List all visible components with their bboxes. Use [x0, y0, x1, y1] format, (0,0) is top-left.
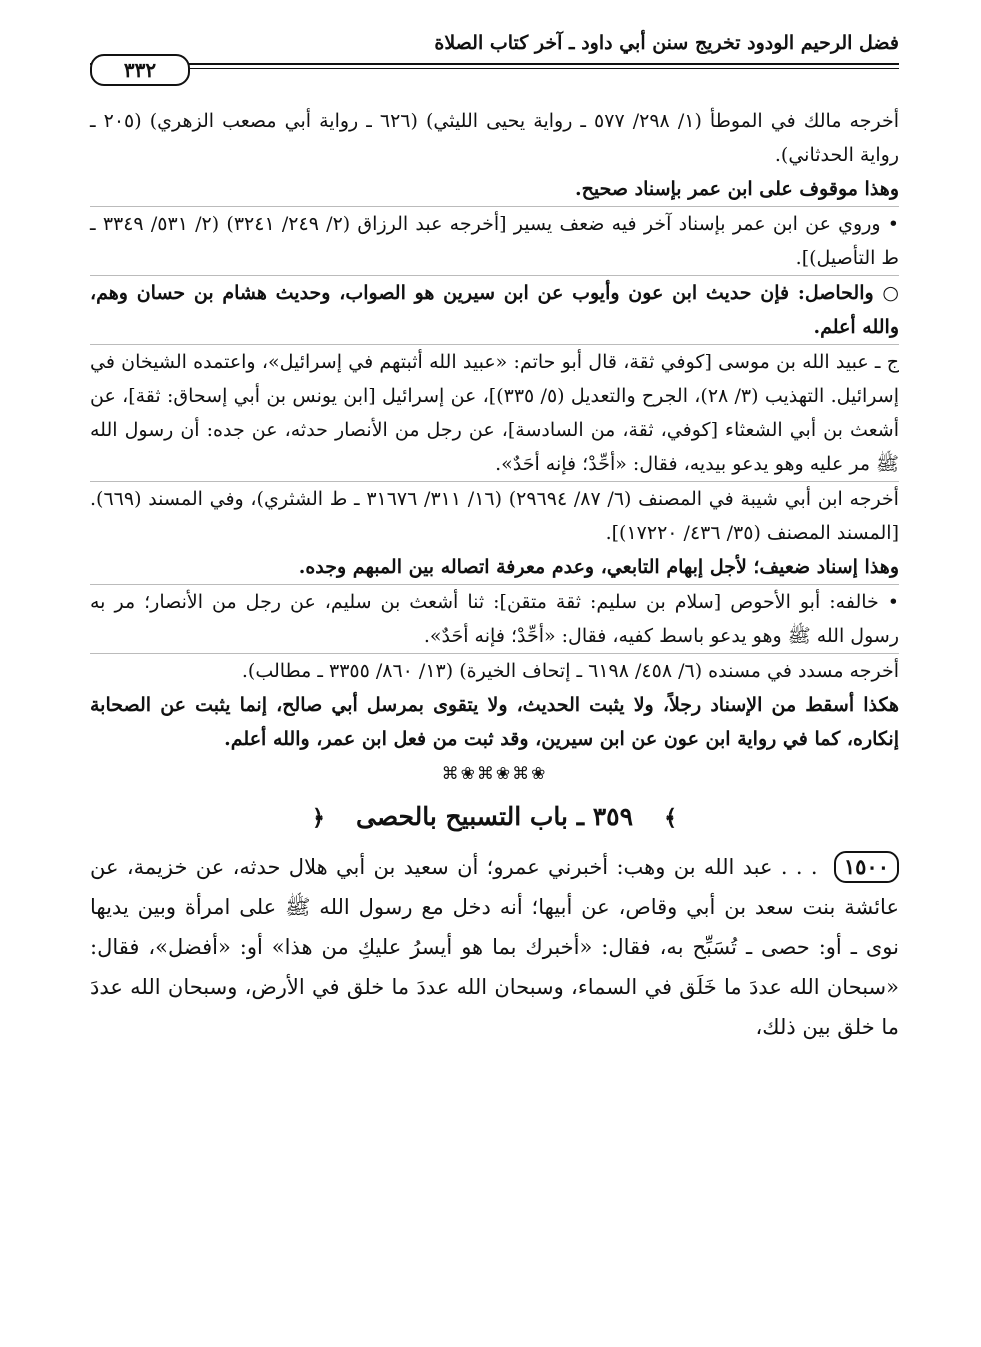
- paragraph: أخرجه مسدد في مسنده (٦/ ٤٥٨/ ٦١٩٨ ـ إتحاف الخيرة) (١٣/ ٨٦٠/ ٣٣٥٥ ـ مطالب).: [90, 653, 899, 688]
- running-title: فضل الرحيم الودود تخريج سنن أبي داود ـ آخر كتاب الصلاة: [434, 32, 899, 54]
- section-divider-ornament: ❀⌘❀⌘❀⌘: [441, 764, 548, 784]
- page-header: [90, 30, 899, 82]
- chapter-heading: [90, 800, 899, 833]
- paragraph: • وروي عن ابن عمر بإسناد آخر فيه ضعف يسير [أخرجه عبد الرزاق (٢/ ٢٤٩/ ٣٢٤١) (٢/ ٥٣١/ ٣٣٤٩ ـ ط التأصيل)].: [90, 206, 899, 275]
- hadith-number: ١٥٠٠: [834, 851, 899, 883]
- header-rule-thin: [90, 68, 899, 69]
- paragraph: وهذا موقوف على ابن عمر بإسناد صحيح.: [574, 178, 899, 200]
- paragraph: أخرجه ابن أبي شيبة في المصنف (٦/ ٨٧/ ٢٩٦٩٤) (١٦/ ٣١١/ ٣١٦٧٦ ـ ط الشثري)، وفي المسند (٦٦٩). [المسند المصنف (٣٥/ ٤٣٦/ ١٧٢٢٠)].: [90, 481, 899, 550]
- hadith-text-block: [90, 847, 899, 1047]
- paragraph: وهذا إسناد ضعيف؛ لأجل إبهام التابعي، وعدم معرفة اتصاله بين المبهم وجده.: [298, 556, 899, 578]
- paragraph: ج ـ عبيد الله بن موسى [كوفي ثقة، قال أبو حاتم: «عبيد الله أثبتهم في إسرائيل»، واعتمده الشيخان في إسرائيل. التهذيب (٣/ ٢٨)، الجرح والتعديل (٥/ ٣٣٥)]، عن إسرائيل [ابن يونس بن أبي إسحاق: ثقة]، عن أشعث بن أبي الشعثاء [كوفي، ثقة، من السادسة]، عن رجل من الأنصار حدثه، عن جده: أن رسول الله ﷺ مر عليه وهو يدعو بيديه، فقال: «أحِّدْ؛ فإنه أحَدٌ».: [90, 344, 899, 481]
- chapter-decoration-left: ﴿: [312, 805, 325, 831]
- chapter-decoration-right: ﴾: [664, 805, 677, 831]
- page-body: [90, 104, 899, 1047]
- paragraph: هكذا أسقط من الإسناد رجلاً، ولا يثبت الحديث، ولا يتقوى بمرسل أبي صالح، إنما يثبت عن الصحابة إنكاره، كما في رواية ابن عون عن ابن سيرين، وقد ثبت من فعل ابن عمر، والله أعلم.: [90, 694, 899, 750]
- chapter-title: ٣٥٩ ـ باب التسبيح بالحصى: [355, 802, 634, 831]
- paragraph: أخرجه مالك في الموطأ (١/ ٢٩٨/ ٥٧٧ ـ رواية يحيى الليثي) (٦٢٦ ـ رواية أبي مصعب الزهري) (٢٠٥ ـ رواية الحدثاني).: [90, 110, 899, 166]
- page-number: ٣٣٢: [90, 54, 190, 86]
- paragraph: • خالفه: أبو الأحوص [سلام بن سليم: ثقة متقن]: ثنا أشعث بن سليم، عن رجل من الأنصار؛ مر به رسول الله ﷺ وهو يدعو باسط كفيه، فقال: «أحِّدْ؛ فإنه أحَدٌ».: [90, 584, 899, 653]
- paragraph: ○ والحاصل: فإن حديث ابن عون وأيوب عن ابن سيرين هو الصواب، وحديث هشام بن حسان وهم، والله أعلم.: [90, 275, 899, 344]
- hadith-text: . . . عبد الله بن وهب: أخبرني عمرو؛ أن سعيد بن أبي هلال حدثه، عن خزيمة، عن عائشة بنت سعد بن أبي وقاص، عن أبيها؛ أنه دخل مع رسول الله ﷺ على امرأة وبين يديها نوى ـ أو: حصى ـ تُسَبِّح به، فقال: «أخبرك بما هو أيسرُ عليكِ من هذا» أو: «أفضل»، فقال: «سبحان الله عددَ ما خَلَق في السماء، وسبحان الله عددَ ما خلق في الأرض، وسبحان الله عددَ ما خلق بين ذلك،: [90, 855, 899, 1039]
- header-rule: [90, 63, 899, 65]
